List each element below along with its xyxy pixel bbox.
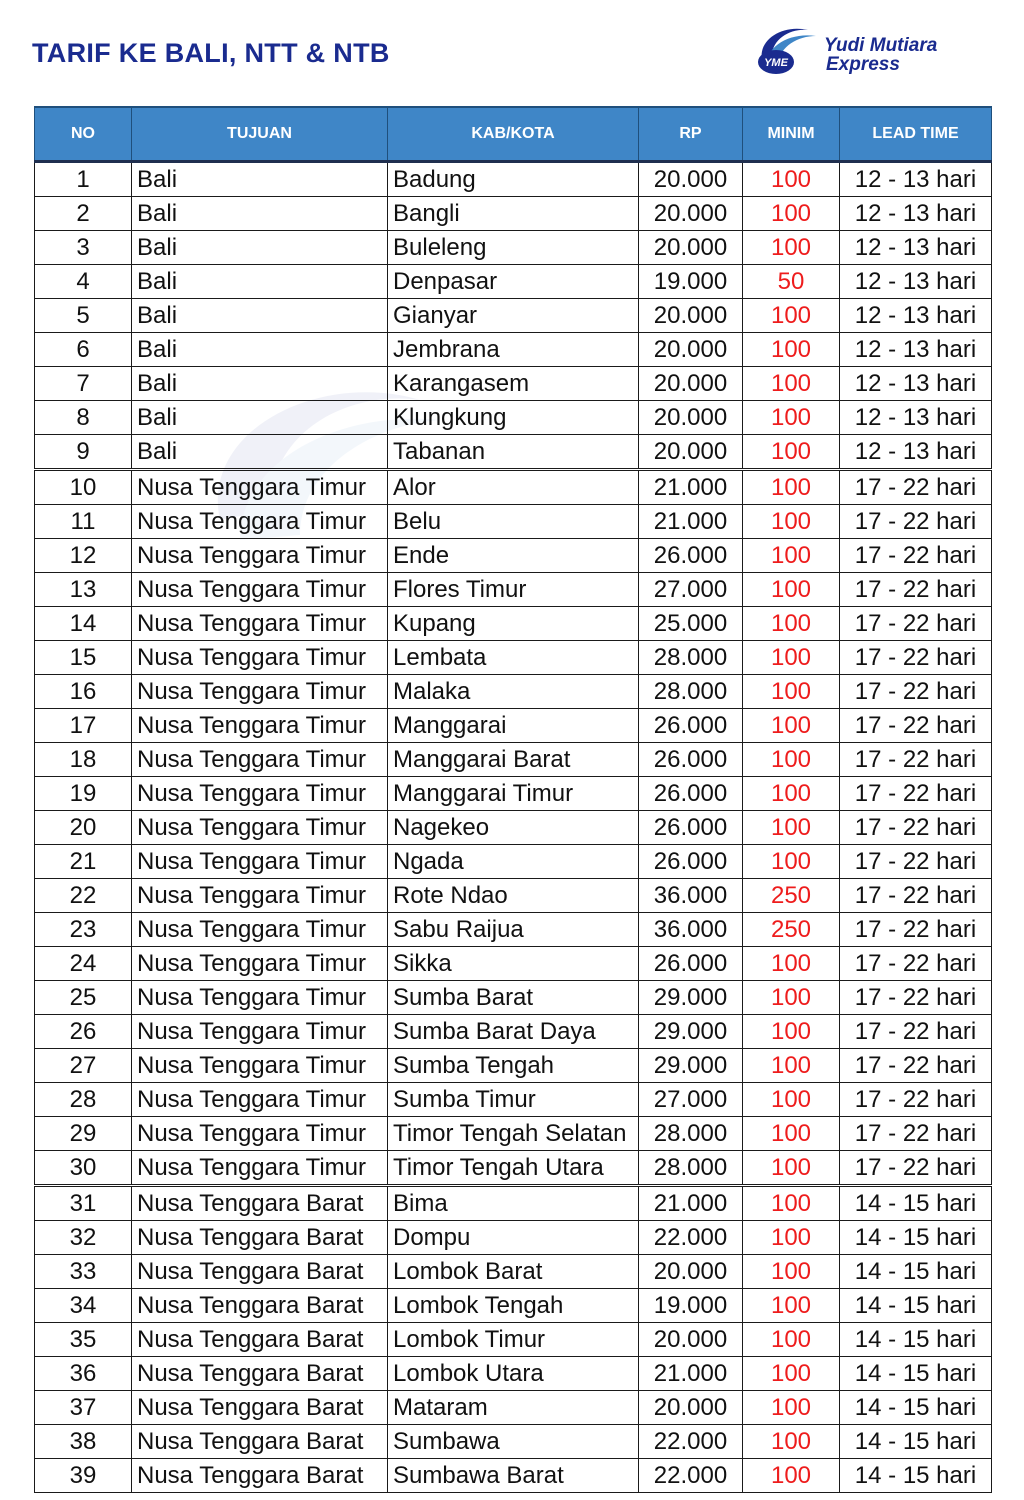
cell-no: 12 — [35, 539, 132, 573]
cell-rp: 21.000 — [639, 470, 743, 505]
cell-kab-kota: Alor — [388, 470, 639, 505]
cell-no: 25 — [35, 981, 132, 1015]
cell-lead-time: 17 - 22 hari — [840, 539, 992, 573]
cell-rp: 20.000 — [639, 435, 743, 470]
cell-tujuan: Nusa Tenggara Barat — [132, 1255, 388, 1289]
cell-kab-kota: Flores Timur — [388, 573, 639, 607]
logo-badge: YME — [764, 57, 788, 69]
cell-minim: 100 — [743, 367, 840, 401]
cell-kab-kota: Malaka — [388, 675, 639, 709]
cell-lead-time: 17 - 22 hari — [840, 1117, 992, 1151]
cell-minim: 100 — [743, 435, 840, 470]
cell-minim: 250 — [743, 879, 840, 913]
cell-lead-time: 17 - 22 hari — [840, 743, 992, 777]
cell-lead-time: 12 - 13 hari — [840, 333, 992, 367]
cell-no: 22 — [35, 879, 132, 913]
cell-rp: 19.000 — [639, 265, 743, 299]
table-row — [35, 265, 992, 299]
cell-rp: 26.000 — [639, 743, 743, 777]
cell-lead-time: 12 - 13 hari — [840, 401, 992, 435]
cell-tujuan: Nusa Tenggara Timur — [132, 1083, 388, 1117]
cell-kab-kota: Timor Tengah Utara — [388, 1151, 639, 1186]
cell-rp: 22.000 — [639, 1221, 743, 1255]
table-row — [35, 675, 992, 709]
header-tujuan: TUJUAN — [132, 107, 388, 162]
cell-lead-time: 12 - 13 hari — [840, 265, 992, 299]
cell-rp: 36.000 — [639, 913, 743, 947]
cell-tujuan: Nusa Tenggara Timur — [132, 777, 388, 811]
cell-lead-time: 14 - 15 hari — [840, 1357, 992, 1391]
cell-kab-kota: Sumba Tengah — [388, 1049, 639, 1083]
cell-minim: 100 — [743, 539, 840, 573]
cell-lead-time: 12 - 13 hari — [840, 367, 992, 401]
cell-kab-kota: Lombok Barat — [388, 1255, 639, 1289]
cell-no: 37 — [35, 1391, 132, 1425]
company-logo — [752, 18, 992, 88]
cell-lead-time: 12 - 13 hari — [840, 231, 992, 265]
table-row — [35, 1221, 992, 1255]
cell-rp: 26.000 — [639, 947, 743, 981]
cell-no: 23 — [35, 913, 132, 947]
cell-rp: 20.000 — [639, 162, 743, 197]
cell-minim: 100 — [743, 845, 840, 879]
header-kab-kota: KAB/KOTA — [388, 107, 639, 162]
cell-no: 34 — [35, 1289, 132, 1323]
cell-lead-time: 17 - 22 hari — [840, 1049, 992, 1083]
cell-kab-kota: Ngada — [388, 845, 639, 879]
cell-no: 10 — [35, 470, 132, 505]
table-row — [35, 505, 992, 539]
cell-minim: 100 — [743, 1221, 840, 1255]
cell-lead-time: 14 - 15 hari — [840, 1221, 992, 1255]
cell-no: 7 — [35, 367, 132, 401]
cell-kab-kota: Tabanan — [388, 435, 639, 470]
cell-tujuan: Nusa Tenggara Timur — [132, 573, 388, 607]
table-row — [35, 197, 992, 231]
cell-minim: 250 — [743, 913, 840, 947]
cell-tujuan: Bali — [132, 197, 388, 231]
cell-rp: 20.000 — [639, 231, 743, 265]
cell-kab-kota: Sabu Raijua — [388, 913, 639, 947]
table-row — [35, 367, 992, 401]
header-minim: MINIM — [743, 107, 840, 162]
cell-kab-kota: Timor Tengah Selatan — [388, 1117, 639, 1151]
table-row — [35, 845, 992, 879]
cell-kab-kota: Gianyar — [388, 299, 639, 333]
cell-rp: 20.000 — [639, 1323, 743, 1357]
table-row — [35, 1391, 992, 1425]
cell-kab-kota: Manggarai Timur — [388, 777, 639, 811]
cell-kab-kota: Denpasar — [388, 265, 639, 299]
cell-minim: 100 — [743, 1015, 840, 1049]
cell-kab-kota: Manggarai — [388, 709, 639, 743]
cell-kab-kota: Sikka — [388, 947, 639, 981]
cell-lead-time: 12 - 13 hari — [840, 197, 992, 231]
cell-kab-kota: Buleleng — [388, 231, 639, 265]
cell-minim: 100 — [743, 162, 840, 197]
cell-no: 6 — [35, 333, 132, 367]
cell-minim: 100 — [743, 1083, 840, 1117]
cell-lead-time: 17 - 22 hari — [840, 913, 992, 947]
cell-no: 16 — [35, 675, 132, 709]
header-rp: RP — [639, 107, 743, 162]
cell-tujuan: Nusa Tenggara Barat — [132, 1459, 388, 1493]
cell-lead-time: 17 - 22 hari — [840, 607, 992, 641]
table-row — [35, 1459, 992, 1493]
table-row — [35, 333, 992, 367]
table-row — [35, 1049, 992, 1083]
cell-no: 11 — [35, 505, 132, 539]
cell-kab-kota: Ende — [388, 539, 639, 573]
table-row — [35, 470, 992, 505]
cell-lead-time: 17 - 22 hari — [840, 879, 992, 913]
cell-minim: 100 — [743, 197, 840, 231]
cell-minim: 100 — [743, 470, 840, 505]
header-no: NO — [35, 107, 132, 162]
cell-rp: 28.000 — [639, 1117, 743, 1151]
cell-kab-kota: Lembata — [388, 641, 639, 675]
cell-lead-time: 14 - 15 hari — [840, 1459, 992, 1493]
cell-no: 18 — [35, 743, 132, 777]
cell-minim: 100 — [743, 573, 840, 607]
cell-tujuan: Nusa Tenggara Timur — [132, 641, 388, 675]
cell-no: 19 — [35, 777, 132, 811]
table-row — [35, 777, 992, 811]
table-header-row — [35, 107, 992, 162]
cell-rp: 25.000 — [639, 607, 743, 641]
cell-rp: 20.000 — [639, 299, 743, 333]
cell-no: 15 — [35, 641, 132, 675]
cell-no: 8 — [35, 401, 132, 435]
cell-minim: 100 — [743, 607, 840, 641]
cell-no: 36 — [35, 1357, 132, 1391]
cell-kab-kota: Bangli — [388, 197, 639, 231]
cell-minim: 100 — [743, 1391, 840, 1425]
cell-tujuan: Nusa Tenggara Timur — [132, 505, 388, 539]
cell-minim: 100 — [743, 981, 840, 1015]
cell-kab-kota: Sumbawa — [388, 1425, 639, 1459]
cell-tujuan: Nusa Tenggara Timur — [132, 675, 388, 709]
cell-tujuan: Bali — [132, 435, 388, 470]
cell-rp: 29.000 — [639, 1049, 743, 1083]
cell-kab-kota: Karangasem — [388, 367, 639, 401]
cell-minim: 100 — [743, 641, 840, 675]
cell-lead-time: 17 - 22 hari — [840, 845, 992, 879]
cell-tujuan: Nusa Tenggara Timur — [132, 470, 388, 505]
cell-kab-kota: Jembrana — [388, 333, 639, 367]
cell-minim: 100 — [743, 505, 840, 539]
cell-no: 38 — [35, 1425, 132, 1459]
cell-tujuan: Nusa Tenggara Barat — [132, 1391, 388, 1425]
cell-tujuan: Nusa Tenggara Timur — [132, 811, 388, 845]
cell-no: 33 — [35, 1255, 132, 1289]
cell-lead-time: 12 - 13 hari — [840, 299, 992, 333]
cell-lead-time: 17 - 22 hari — [840, 777, 992, 811]
cell-minim: 100 — [743, 401, 840, 435]
cell-lead-time: 17 - 22 hari — [840, 709, 992, 743]
cell-tujuan: Bali — [132, 162, 388, 197]
cell-minim: 100 — [743, 1459, 840, 1493]
cell-minim: 100 — [743, 1049, 840, 1083]
cell-lead-time: 17 - 22 hari — [840, 505, 992, 539]
cell-minim: 50 — [743, 265, 840, 299]
cell-lead-time: 17 - 22 hari — [840, 981, 992, 1015]
cell-no: 32 — [35, 1221, 132, 1255]
cell-minim: 100 — [743, 675, 840, 709]
cell-minim: 100 — [743, 333, 840, 367]
table-row — [35, 879, 992, 913]
cell-kab-kota: Sumba Barat — [388, 981, 639, 1015]
cell-rp: 21.000 — [639, 1186, 743, 1221]
cell-kab-kota: Manggarai Barat — [388, 743, 639, 777]
cell-tujuan: Nusa Tenggara Timur — [132, 1015, 388, 1049]
cell-tujuan: Nusa Tenggara Timur — [132, 539, 388, 573]
cell-kab-kota: Lombok Utara — [388, 1357, 639, 1391]
cell-minim: 100 — [743, 299, 840, 333]
cell-lead-time: 17 - 22 hari — [840, 1015, 992, 1049]
cell-minim: 100 — [743, 1425, 840, 1459]
table-row — [35, 162, 992, 197]
cell-tujuan: Nusa Tenggara Barat — [132, 1323, 388, 1357]
cell-tujuan: Bali — [132, 231, 388, 265]
cell-tujuan: Nusa Tenggara Barat — [132, 1289, 388, 1323]
cell-tujuan: Nusa Tenggara Timur — [132, 1151, 388, 1186]
cell-lead-time: 17 - 22 hari — [840, 470, 992, 505]
cell-rp: 20.000 — [639, 367, 743, 401]
table-row — [35, 573, 992, 607]
cell-lead-time: 14 - 15 hari — [840, 1186, 992, 1221]
table-row — [35, 743, 992, 777]
cell-no: 31 — [35, 1186, 132, 1221]
cell-rp: 28.000 — [639, 1151, 743, 1186]
cell-no: 21 — [35, 845, 132, 879]
cell-rp: 27.000 — [639, 573, 743, 607]
cell-minim: 100 — [743, 1186, 840, 1221]
table-row — [35, 1083, 992, 1117]
cell-rp: 21.000 — [639, 1357, 743, 1391]
cell-tujuan: Nusa Tenggara Barat — [132, 1357, 388, 1391]
cell-lead-time: 17 - 22 hari — [840, 573, 992, 607]
cell-tujuan: Nusa Tenggara Timur — [132, 1117, 388, 1151]
cell-rp: 26.000 — [639, 811, 743, 845]
cell-kab-kota: Rote Ndao — [388, 879, 639, 913]
cell-no: 2 — [35, 197, 132, 231]
cell-tujuan: Nusa Tenggara Timur — [132, 913, 388, 947]
cell-no: 35 — [35, 1323, 132, 1357]
header-lead-time: LEAD TIME — [840, 107, 992, 162]
cell-kab-kota: Mataram — [388, 1391, 639, 1425]
logo-line1: Yudi Mutiara — [824, 35, 938, 56]
cell-lead-time: 14 - 15 hari — [840, 1323, 992, 1357]
cell-rp: 29.000 — [639, 981, 743, 1015]
cell-tujuan: Nusa Tenggara Barat — [132, 1221, 388, 1255]
table-row — [35, 607, 992, 641]
cell-rp: 22.000 — [639, 1459, 743, 1493]
table-row — [35, 913, 992, 947]
cell-rp: 21.000 — [639, 505, 743, 539]
table-row — [35, 1117, 992, 1151]
cell-minim: 100 — [743, 947, 840, 981]
cell-tujuan: Nusa Tenggara Timur — [132, 845, 388, 879]
table-row — [35, 981, 992, 1015]
cell-tujuan: Nusa Tenggara Timur — [132, 947, 388, 981]
cell-kab-kota: Nagekeo — [388, 811, 639, 845]
cell-lead-time: 17 - 22 hari — [840, 641, 992, 675]
table-row — [35, 1015, 992, 1049]
cell-kab-kota: Bima — [388, 1186, 639, 1221]
cell-kab-kota: Sumba Timur — [388, 1083, 639, 1117]
cell-rp: 20.000 — [639, 1255, 743, 1289]
cell-rp: 20.000 — [639, 197, 743, 231]
cell-lead-time: 17 - 22 hari — [840, 811, 992, 845]
cell-rp: 20.000 — [639, 1391, 743, 1425]
cell-tujuan: Nusa Tenggara Barat — [132, 1186, 388, 1221]
cell-rp: 20.000 — [639, 401, 743, 435]
cell-tujuan: Bali — [132, 401, 388, 435]
cell-no: 17 — [35, 709, 132, 743]
cell-kab-kota: Dompu — [388, 1221, 639, 1255]
cell-no: 24 — [35, 947, 132, 981]
cell-no: 13 — [35, 573, 132, 607]
table-row — [35, 299, 992, 333]
cell-lead-time: 17 - 22 hari — [840, 1083, 992, 1117]
cell-minim: 100 — [743, 811, 840, 845]
cell-no: 27 — [35, 1049, 132, 1083]
cell-rp: 26.000 — [639, 709, 743, 743]
table-row — [35, 1323, 992, 1357]
cell-lead-time: 17 - 22 hari — [840, 947, 992, 981]
cell-rp: 22.000 — [639, 1425, 743, 1459]
cell-rp: 19.000 — [639, 1289, 743, 1323]
table-row — [35, 1289, 992, 1323]
cell-no: 20 — [35, 811, 132, 845]
cell-lead-time: 14 - 15 hari — [840, 1289, 992, 1323]
cell-no: 26 — [35, 1015, 132, 1049]
table-row — [35, 539, 992, 573]
cell-no: 14 — [35, 607, 132, 641]
cell-tujuan: Nusa Tenggara Timur — [132, 981, 388, 1015]
cell-no: 3 — [35, 231, 132, 265]
cell-kab-kota: Kupang — [388, 607, 639, 641]
cell-rp: 26.000 — [639, 777, 743, 811]
cell-minim: 100 — [743, 709, 840, 743]
cell-tujuan: Bali — [132, 333, 388, 367]
cell-kab-kota: Badung — [388, 162, 639, 197]
cell-tujuan: Nusa Tenggara Timur — [132, 1049, 388, 1083]
cell-lead-time: 17 - 22 hari — [840, 675, 992, 709]
logo-swoosh-icon — [752, 22, 822, 84]
cell-rp: 26.000 — [639, 845, 743, 879]
cell-lead-time: 14 - 15 hari — [840, 1391, 992, 1425]
cell-minim: 100 — [743, 1151, 840, 1186]
cell-no: 28 — [35, 1083, 132, 1117]
table-row — [35, 401, 992, 435]
cell-kab-kota: Lombok Timur — [388, 1323, 639, 1357]
cell-rp: 26.000 — [639, 539, 743, 573]
cell-no: 9 — [35, 435, 132, 470]
cell-lead-time: 17 - 22 hari — [840, 1151, 992, 1186]
table-row — [35, 231, 992, 265]
cell-tujuan: Nusa Tenggara Timur — [132, 709, 388, 743]
cell-no: 5 — [35, 299, 132, 333]
cell-no: 1 — [35, 162, 132, 197]
cell-tujuan: Bali — [132, 265, 388, 299]
cell-minim: 100 — [743, 1255, 840, 1289]
cell-no: 30 — [35, 1151, 132, 1186]
cell-minim: 100 — [743, 1323, 840, 1357]
cell-kab-kota: Lombok Tengah — [388, 1289, 639, 1323]
cell-kab-kota: Sumbawa Barat — [388, 1459, 639, 1493]
table-row — [35, 811, 992, 845]
cell-tujuan: Nusa Tenggara Timur — [132, 879, 388, 913]
logo-wordmark — [824, 36, 937, 74]
cell-no: 4 — [35, 265, 132, 299]
cell-kab-kota: Sumba Barat Daya — [388, 1015, 639, 1049]
cell-lead-time: 12 - 13 hari — [840, 162, 992, 197]
cell-no: 39 — [35, 1459, 132, 1493]
page-title: TARIF KE BALI, NTT & NTB — [32, 38, 390, 68]
rates-table — [34, 106, 992, 1493]
cell-rp: 27.000 — [639, 1083, 743, 1117]
cell-lead-time: 14 - 15 hari — [840, 1425, 992, 1459]
cell-minim: 100 — [743, 1289, 840, 1323]
table-row — [35, 641, 992, 675]
cell-minim: 100 — [743, 1357, 840, 1391]
cell-tujuan: Nusa Tenggara Timur — [132, 607, 388, 641]
cell-rp: 20.000 — [639, 333, 743, 367]
table-row — [35, 1255, 992, 1289]
cell-tujuan: Bali — [132, 299, 388, 333]
cell-rp: 29.000 — [639, 1015, 743, 1049]
cell-lead-time: 12 - 13 hari — [840, 435, 992, 470]
cell-minim: 100 — [743, 777, 840, 811]
cell-minim: 100 — [743, 743, 840, 777]
cell-rp: 36.000 — [639, 879, 743, 913]
table-row — [35, 1357, 992, 1391]
cell-minim: 100 — [743, 231, 840, 265]
cell-kab-kota: Belu — [388, 505, 639, 539]
table-row — [35, 1151, 992, 1186]
cell-rp: 28.000 — [639, 641, 743, 675]
table-row — [35, 1186, 992, 1221]
table-row — [35, 1425, 992, 1459]
cell-tujuan: Nusa Tenggara Timur — [132, 743, 388, 777]
cell-tujuan: Nusa Tenggara Barat — [132, 1425, 388, 1459]
cell-kab-kota: Klungkung — [388, 401, 639, 435]
logo-line2: Express — [826, 54, 900, 75]
cell-lead-time: 14 - 15 hari — [840, 1255, 992, 1289]
cell-tujuan: Bali — [132, 367, 388, 401]
cell-rp: 28.000 — [639, 675, 743, 709]
table-row — [35, 435, 992, 470]
cell-no: 29 — [35, 1117, 132, 1151]
cell-minim: 100 — [743, 1117, 840, 1151]
table-row — [35, 709, 992, 743]
table-row — [35, 947, 992, 981]
